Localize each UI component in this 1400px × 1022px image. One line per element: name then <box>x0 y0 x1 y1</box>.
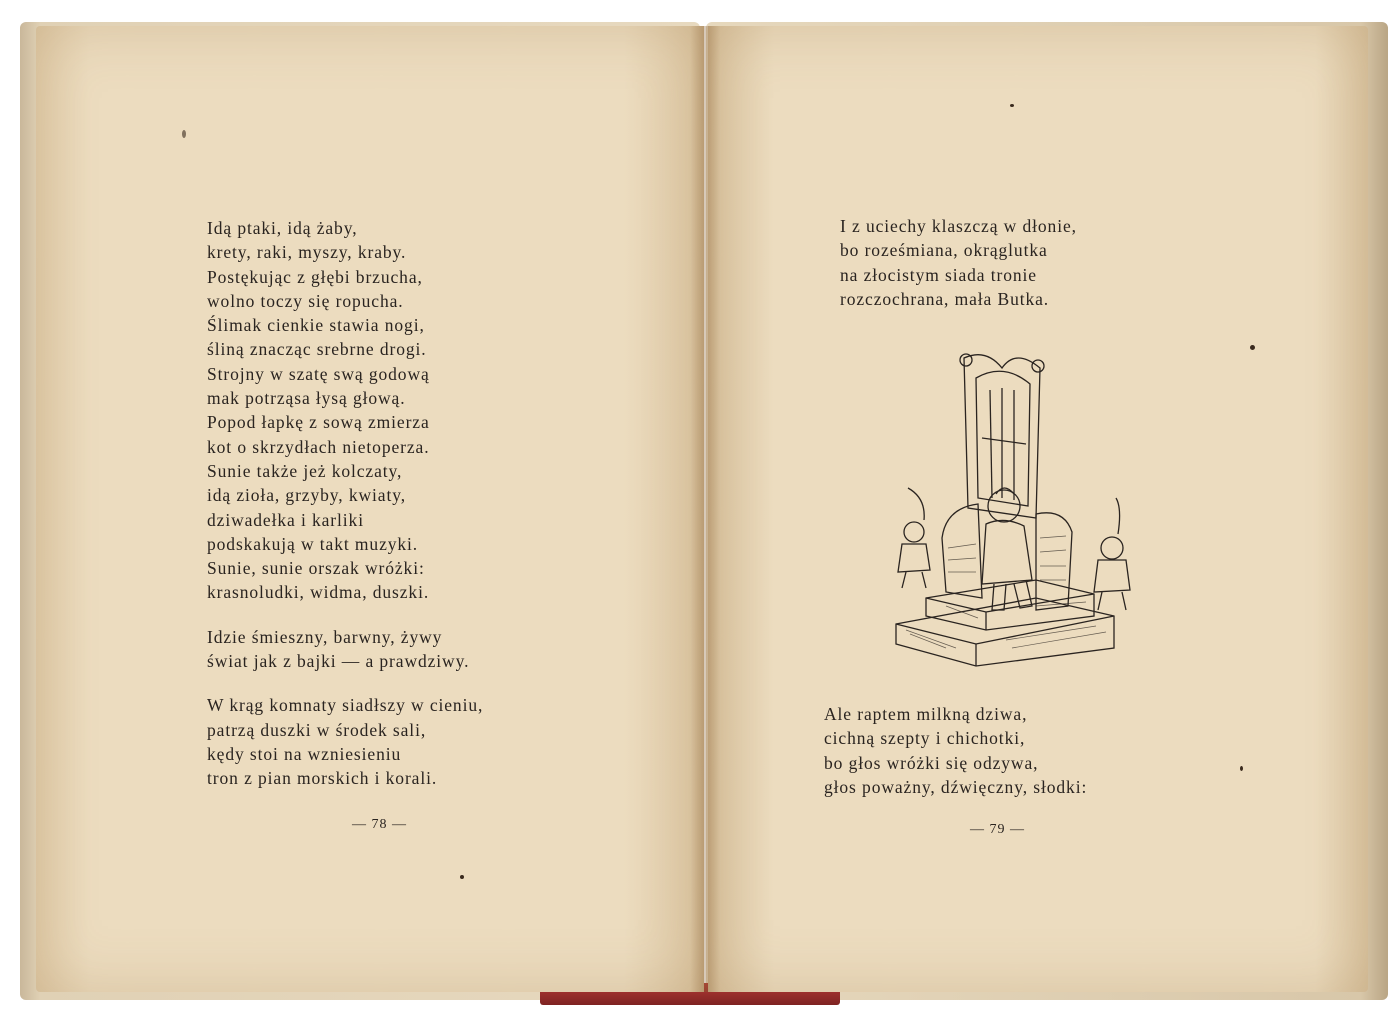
verse-line: kot o skrzydłach nietoperza. <box>207 436 430 457</box>
verse-line: dziwadełka i karliki <box>207 509 364 530</box>
verse-line: krasnoludki, widma, duszki. <box>207 582 430 603</box>
verse-line: Idą ptaki, idą żaby, <box>207 218 358 238</box>
page-number-right: — 79 — <box>970 822 1025 837</box>
verse-line: W krąg komnaty siadłszy w cieniu, <box>207 695 484 716</box>
verse-line: Idzie śmieszny, barwny, żywy <box>207 626 443 647</box>
right-page-verse-top <box>840 214 1077 311</box>
verse-line: Postękując z głębi brzucha, <box>207 266 423 287</box>
right-page-verse-bottom <box>824 702 1087 799</box>
throne-illustration-icon <box>886 348 1148 670</box>
verse-line: Ślimak cienkie stawia nogi, <box>207 315 425 336</box>
verse-line: Popod łapkę z sową zmierza <box>207 412 430 433</box>
verse-line: patrzą duszki w środek sali, <box>207 719 427 740</box>
verse-line: krety, raki, myszy, kraby. <box>207 242 407 263</box>
paper-speck <box>460 875 464 879</box>
verse-line: Sunie także jeż kolczaty, <box>207 460 403 481</box>
paper-speck <box>1250 345 1255 350</box>
paper-speck <box>182 130 186 138</box>
verse-line: tron z pian morskich i korali. <box>207 768 438 789</box>
verse-line: śliną znacząc srebrne drogi. <box>207 339 427 360</box>
paper-speck <box>1240 766 1243 771</box>
verse-line: idą zioła, grzyby, kwiaty, <box>207 485 406 506</box>
verse-line: głos poważny, dźwięczny, słodki: <box>824 776 1088 797</box>
verse-line: bo głos wróżki się odzywa, <box>824 752 1039 773</box>
verse-line: cichną szepty i chichotki, <box>824 728 1026 749</box>
left-page-verse <box>207 216 483 791</box>
paper-speck <box>1010 104 1014 107</box>
verse-line: wolno toczy się ropucha. <box>207 290 404 311</box>
verse-line: mak potrząsa łysą głową. <box>207 388 406 409</box>
verse-line: Sunie, sunie orszak wróżki: <box>207 558 425 579</box>
page-number-left: — 78 — <box>352 817 407 832</box>
verse-line: bo roześmiana, okrąglutka <box>840 240 1048 261</box>
book-gutter <box>690 26 720 992</box>
verse-line: na złocistym siada tronie <box>840 264 1037 285</box>
verse-line: Ale raptem milkną dziwa, <box>824 704 1028 724</box>
verse-line: kędy stoi na wzniesieniu <box>207 743 402 764</box>
verse-line: świat jak z bajki — a prawdziwy. <box>207 651 470 672</box>
verse-line: I z uciechy klaszczą w dłonie, <box>840 216 1077 236</box>
verse-line: podskakują w takt muzyki. <box>207 533 419 554</box>
verse-line: Strojny w szatę swą godową <box>207 363 430 384</box>
verse-line: rozczochrana, mała Butka. <box>840 288 1050 309</box>
